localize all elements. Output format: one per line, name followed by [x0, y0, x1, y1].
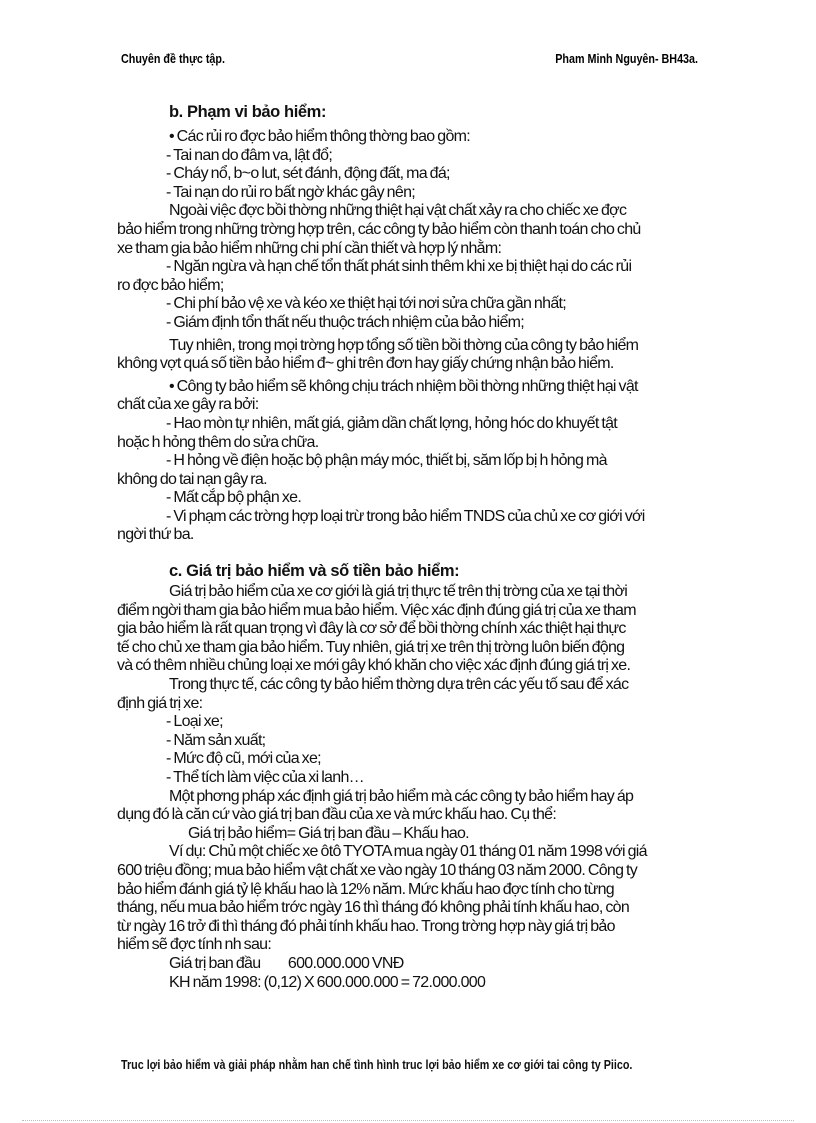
paragraph-line: 600 triệu đồng; mua bảo hiểm vật chất xe vào ngày 10 tháng 03 năm 2000. Công ty [117, 861, 638, 879]
list-item: - Chi phí bảo vệ xe và kéo xe thiệt hại tới nơi sửa chữa gần nhất; [166, 295, 567, 313]
section-c-heading: c. Giá trị bảo hiểm và số tiền bảo hiểm: [169, 562, 460, 581]
page-bottom-edge [22, 1120, 794, 1121]
paragraph-line: không vợt quá số tiền bảo hiểm đ~ ghi trên đơn hay giấy chứng nhận bảo hiểm. [117, 355, 614, 373]
paragraph-line: tế cho chủ xe tham gia bảo hiểm. Tuy nhiên, giá trị xe trên thị trờng luôn biến động [117, 638, 625, 656]
list-item: - Cháy nổ, b~o lut, sét đánh, động đất, ma đá; [166, 165, 450, 183]
paragraph-line: từ ngày 16 trở đi thì tháng đó phải tính khấu hao. Trong trờng hợp này giá trị bảo [117, 917, 615, 935]
header-right-author: Pham Minh Nguyên- BH43a. [555, 52, 698, 66]
list-item: - Tai nạn do rủi ro bất ngờ khác gây nên; [166, 183, 416, 201]
paragraph-line: Ví dụ: Chủ một chiếc xe ôtô TYOTA mua ngày 01 tháng 01 năm 1998 với giá [169, 843, 647, 861]
list-item: - Hao mòn tự nhiên, mất giá, giảm dần chất lợng, hỏng hóc do khuyết tật [166, 414, 618, 432]
paragraph-line: tháng, nếu mua bảo hiểm trớc ngày 16 thì tháng đó không phải tính khấu hao, còn [117, 899, 630, 917]
list-item: - H hỏng về điện hoặc bộ phận máy móc, thiết bị, săm lốp bị h hỏng mà [166, 452, 607, 470]
formula-line: Giá trị bảo hiểm= Giá trị ban đầu – Khấu hao. [188, 824, 469, 842]
list-item: - Thể tích làm việc của xi lanh… [166, 769, 364, 786]
page-header [121, 52, 698, 70]
paragraph-line: Một phơng pháp xác định giá trị bảo hiểm mà các công ty bảo hiểm hay áp [169, 787, 634, 805]
paragraph-line: và có thêm nhiều chủng loại xe mới gây khó khăn cho việc xác định đúng giá trị xe. [117, 657, 631, 675]
list-item: - Mất cắp bộ phận xe. [166, 489, 302, 507]
list-item-continued: không do tai nạn gây ra. [117, 470, 267, 488]
paragraph-line: Giá trị bảo hiểm của xe cơ giới là giá trị thực tế trên thị trờng của xe tại thời [169, 583, 628, 601]
list-item-continued: ro đợc bảo hiểm; [117, 276, 224, 294]
list-item: - Ngăn ngừa và hạn chế tổn thất phát sinh thêm khi xe bị thiệt hại do các rủi [166, 258, 632, 276]
calculation-line: KH năm 1998: (0,12) X 600.000.000 = 72.000.000 [169, 973, 486, 991]
bullet-exclusions: • Công ty bảo hiểm sẽ không chịu trách nhiệm bồi thờng những thiệt hại vật [169, 377, 638, 395]
list-item-continued: ngời thứ ba. [117, 526, 194, 544]
paragraph-line: dụng đó là căn cứ vào giá trị ban đầu của xe và mức khấu hao. Cụ thể: [117, 806, 557, 824]
list-item: - Giám định tổn thất nếu thuộc trách nhiệm của bảo hiểm; [166, 313, 525, 331]
bullet-insured-risks: • Các rủi ro đợc bảo hiểm thông thờng bao gồm: [169, 128, 471, 145]
list-item-continued: hoặc h hỏng thêm do sửa chữa. [117, 433, 319, 451]
paragraph-line: Tuy nhiên, trong mọi trờng hợp tổng số tiền bồi thờng của công ty bảo hiểm [169, 336, 639, 354]
list-item: - Mức độ cũ, mới của xe; [166, 750, 321, 768]
calculation-line: Giá trị ban đầu 600.000.000 VNĐ [169, 954, 404, 972]
paragraph-line: xe tham gia bảo hiểm những chi phí cần thiết và hợp lý nhằm: [117, 239, 502, 257]
paragraph-line: điểm ngời tham gia bảo hiểm mua bảo hiểm. Việc xác định đúng giá trị của xe tham [117, 601, 636, 619]
list-item: - Năm sản xuất; [166, 731, 266, 749]
header-left-title: Chuyên đề thực tập. [121, 52, 225, 66]
list-item: - Tai nan do đâm va, lật đổ; [166, 146, 333, 164]
paragraph-line: hiểm sẽ đợc tính nh sau: [117, 936, 272, 954]
paragraph-line: bảo hiểm trong những trờng hợp trên, các công ty bảo hiểm còn thanh toán cho chủ [117, 220, 641, 238]
paragraph-line: Trong thực tế, các công ty bảo hiểm thờng dựa trên các yếu tố sau để xác [169, 676, 629, 694]
paragraph-line: gia bảo hiểm là rất quan trọng vì đây là cơ sở để bồi thờng chính xác thiệt hại thực [117, 620, 626, 638]
list-item: - Loại xe; [166, 713, 223, 731]
page-footer: Truc lợi bảo hiểm và giải pháp nhằm han chế tình hình truc lợi bảo hiểm xe cơ giới tai công ty Piico. [121, 1058, 633, 1072]
section-b-heading: b. Phạm vi bảo hiểm: [169, 103, 327, 121]
document-body [117, 100, 699, 992]
paragraph-line: Ngoài việc đợc bồi thờng những thiệt hại vật chất xảy ra cho chiếc xe đợc [169, 202, 627, 220]
paragraph-line: bảo hiểm đánh giá tỷ lệ khấu hao là 12% năm. Mức khấu hao đợc tính cho từng [117, 880, 614, 898]
paragraph-line: chất của xe gây ra bởi: [117, 396, 259, 414]
list-item: - Vi phạm các trờng hợp loại trừ trong bảo hiểm TNDS của chủ xe cơ giới với [166, 507, 645, 525]
paragraph-line: định giá trị xe: [117, 694, 203, 712]
